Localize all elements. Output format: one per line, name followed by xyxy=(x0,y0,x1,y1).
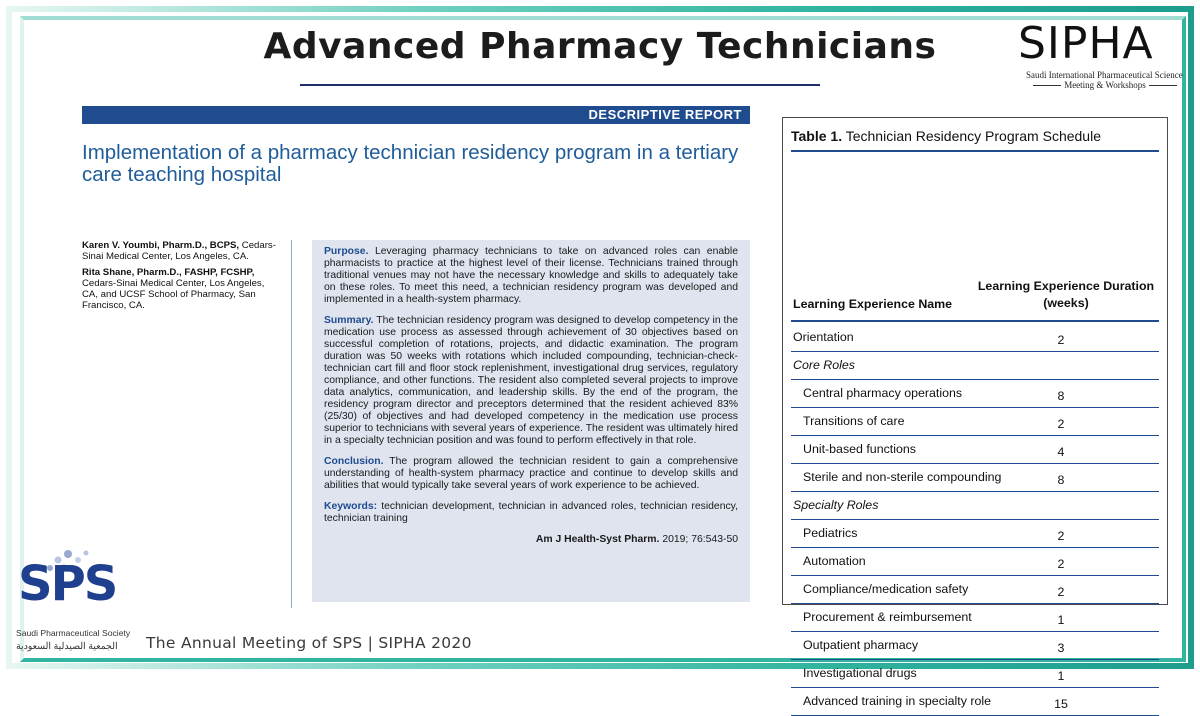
row-duration: 2 xyxy=(1057,529,1065,543)
table-row xyxy=(791,576,1159,604)
author-list xyxy=(82,240,282,316)
citation-journal: Am J Health-Syst Pharm. xyxy=(535,534,660,545)
row-name: Procurement & reimbursement xyxy=(803,610,972,624)
author-affiliation: Cedars-Sinai Medical Center, Los Angeles, CA, and UCSF School of Pharmacy, San Francisco, CA. xyxy=(82,278,265,311)
sipha-logo xyxy=(1012,18,1184,98)
column-header-name: Learning Experience Name xyxy=(793,297,953,311)
sipha-logo-subtitle-2-text: Meeting & Workshops xyxy=(1064,80,1146,90)
table-caption-label: Table 1. xyxy=(791,128,843,144)
abstract-summary xyxy=(324,315,738,447)
row-name: Central pharmacy operations xyxy=(803,386,963,400)
author-affiliation: Cedars-Sinai Medical Center, Los Angeles, CA. xyxy=(82,240,276,262)
row-duration: 3 xyxy=(1057,641,1065,655)
table-row xyxy=(791,324,1159,352)
schedule-table xyxy=(782,117,1168,711)
table-row xyxy=(791,660,1159,688)
table-top-rule xyxy=(791,150,1159,152)
table-row xyxy=(791,604,1159,632)
row-name: Specialty Roles xyxy=(793,498,879,512)
row-name: Unit-based functions xyxy=(803,442,916,456)
row-name: Compliance/medication safety xyxy=(803,582,969,596)
summary-heading: Summary. xyxy=(324,315,374,326)
sps-logo-arabic: الجمعية الصيدلية السعودية xyxy=(16,640,118,651)
row-duration: 1 xyxy=(1057,613,1065,627)
row-duration: 8 xyxy=(1057,389,1065,403)
summary-text: The technician residency program was designed to develop competency in the medication use process as assessed through achievement of 30 objectives based on successful completion of rotations, projects, and didactic examination. The program duration was 50 weeks with rotations which included compounding, technician-check-technician cart fill and floor stock replenishment, investigational drug services, regulatory compliance, and other functions. The resident also completed several projects to improve data analytics, communication, and leadership skills. By the end of the program, the residency program director and preceptors determined that the resident achieved 83% (25/30) of objectives and had developed competency in the medication use process superior to technicians with several years of experience. The resident was ultimately hired in a specialty technician position and was found to perform effectively in that role. xyxy=(324,315,738,446)
table-header-rule xyxy=(791,320,1159,322)
row-duration: 2 xyxy=(1057,585,1065,599)
table-section-row xyxy=(791,352,1159,380)
citation-ref: 2019; 76:543-50 xyxy=(662,534,738,545)
sps-logo-english: Saudi Pharmaceutical Society xyxy=(16,628,131,638)
column-header-duration: Learning Experience Duration (weeks) xyxy=(977,279,1155,310)
purpose-heading: Purpose. xyxy=(324,246,369,257)
table-caption-text: Technician Residency Program Schedule xyxy=(845,128,1101,144)
abstract-box xyxy=(312,240,750,602)
row-name: Advanced training in specialty role xyxy=(803,694,992,708)
author-name: Karen V. Youmbi, Pharm.D., BCPS, xyxy=(82,240,240,251)
table-row xyxy=(791,632,1159,660)
row-duration: 2 xyxy=(1057,417,1065,431)
keywords-heading: Keywords: xyxy=(324,501,378,512)
author-name: Rita Shane, Pharm.D., FASHP, FCSHP, xyxy=(82,267,255,278)
table-row xyxy=(791,436,1159,464)
row-duration: 15 xyxy=(1054,697,1068,711)
author-entry xyxy=(82,240,282,262)
table-row xyxy=(791,408,1159,436)
purpose-text: Leveraging pharmacy technicians to take on advanced roles can enable pharmacists to practice at the highest level of their license. Technicians trained through traditional venues may not have the necessary knowledge and skills to adequately take on these roles. To meet this need, a technician residency program was developed and implemented in a health-system pharmacy. xyxy=(324,246,739,305)
row-duration: 8 xyxy=(1057,473,1065,487)
sps-logo xyxy=(16,548,131,660)
table-caption xyxy=(791,128,1101,144)
row-name: Automation xyxy=(803,554,866,568)
abstract-conclusion xyxy=(324,456,738,492)
abstract-purpose xyxy=(324,246,738,306)
row-name: Sterile and non-sterile compounding xyxy=(803,470,1002,484)
table-row xyxy=(791,688,1159,716)
sipha-logo-word: SIPHA xyxy=(1018,18,1154,69)
author-divider xyxy=(291,240,292,608)
title-underline xyxy=(300,84,820,86)
sipha-logo-subtitle: Saudi International Pharmaceutical Science xyxy=(1026,70,1183,80)
table-section-row xyxy=(791,492,1159,520)
descriptive-report-banner: DESCRIPTIVE REPORT xyxy=(82,106,750,124)
row-duration: 1 xyxy=(1057,669,1065,683)
paper-title: Implementation of a pharmacy technician residency program in a tertiary care teaching hospital xyxy=(82,141,739,186)
row-name: Pediatrics xyxy=(803,526,858,540)
table-row xyxy=(791,548,1159,576)
table-row xyxy=(791,380,1159,408)
footer-text: The Annual Meeting of SPS | SIPHA 2020 xyxy=(146,634,472,652)
row-name: Investigational drugs xyxy=(803,666,917,680)
author-entry xyxy=(82,267,282,311)
table-row xyxy=(791,520,1159,548)
row-name: Orientation xyxy=(793,330,854,344)
conclusion-heading: Conclusion. xyxy=(324,456,384,467)
conclusion-text: The program allowed the technician resident to gain a comprehensive understanding of health-system pharmacy practice and continue to develop skills and abilities that would typically take several years of work experience to be achieved. xyxy=(324,456,738,491)
row-duration: 2 xyxy=(1057,557,1065,571)
sps-logo-word: SPS xyxy=(18,556,117,612)
row-name: Core Roles xyxy=(793,358,855,372)
keywords-text: technician development, technician in advanced roles, technician residency, technician training xyxy=(324,501,738,524)
row-name: Transitions of care xyxy=(803,414,905,428)
citation xyxy=(324,534,738,546)
row-duration: 2 xyxy=(1057,333,1065,347)
table-row xyxy=(791,464,1159,492)
row-name: Outpatient pharmacy xyxy=(803,638,919,652)
row-duration: 4 xyxy=(1057,445,1065,459)
abstract-keywords xyxy=(324,501,738,525)
sipha-logo-subtitle-2 xyxy=(1026,80,1184,90)
slide-title: Advanced Pharmacy Technicians xyxy=(263,26,937,67)
